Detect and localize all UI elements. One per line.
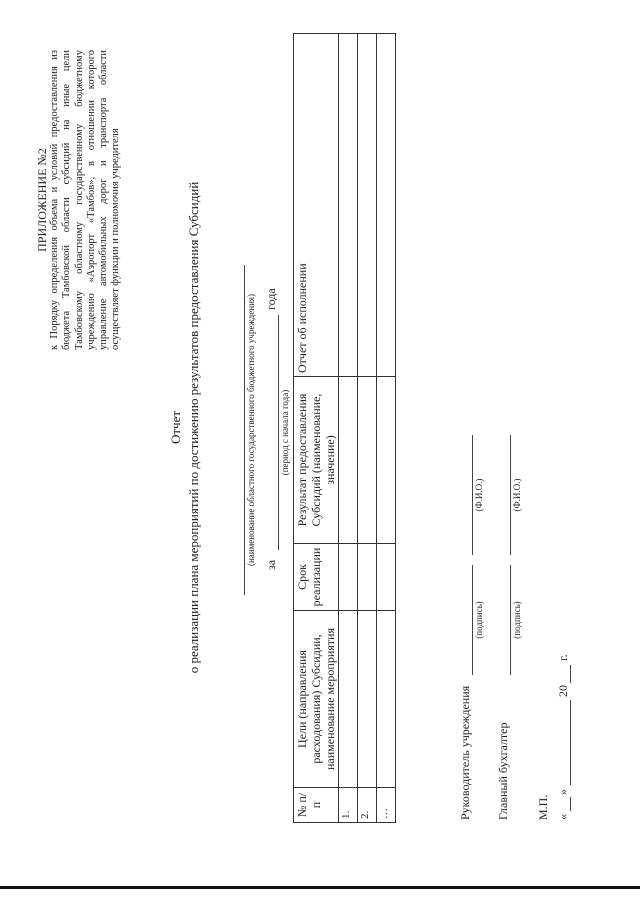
head-fio-hint: (Ф.И.О.) [474, 478, 484, 512]
head-sign-line [458, 565, 473, 675]
date-open: « [556, 814, 570, 820]
col-number: № п/п [294, 788, 339, 823]
period-hint: (период с начала года) [280, 389, 290, 476]
row-cell [339, 34, 358, 377]
row-cell [339, 611, 358, 788]
row-cell [377, 34, 396, 377]
head-fio-line [458, 435, 473, 555]
rotated-page [18, 30, 638, 825]
row-cell [377, 611, 396, 788]
row-cell [339, 377, 358, 544]
table-row [377, 34, 396, 823]
stamp-label: М.П. [536, 794, 550, 820]
col-report: Отчет об исполнении [294, 34, 339, 377]
year-prefix: 20 [556, 685, 570, 697]
table-row [339, 34, 358, 823]
row-number: 2. [358, 788, 377, 823]
period-suffix: года [264, 288, 278, 310]
row-cell [377, 377, 396, 544]
row-cell [377, 544, 396, 611]
appendix-block [36, 50, 122, 350]
row-cell [358, 377, 377, 544]
bottom-rule [0, 886, 640, 889]
date-close: » [556, 789, 570, 795]
report-subtitle: о реализации плана мероприятий по достижению результатов предоставления Субсидий [186, 181, 201, 674]
col-goals: Цели (направления расходования) Субсидии, наименование мероприятия [294, 611, 339, 788]
report-title: Отчет [168, 410, 183, 445]
institution-line [230, 265, 245, 595]
row-cell [358, 611, 377, 788]
row-number: … [377, 788, 396, 823]
year-suffix: г. [556, 654, 570, 661]
col-term: Срок реализации [294, 544, 339, 611]
period-line [264, 315, 279, 550]
accountant-sign-line [496, 565, 511, 675]
date-month-line [556, 700, 571, 785]
row-cell [358, 544, 377, 611]
accountant-fio-hint: (Ф.И.О.) [512, 478, 522, 512]
report-table [293, 33, 396, 823]
date-year-line [556, 665, 571, 683]
appendix-text: к Порядку определения объема и условий предоставления из бюджета Тамбовской области субсидий на иные цели Тамбовскому областному государственному бюджетному учреждению «Аэропорт «Тамбов», в отношении которого управление автомобильных дорог и транспорта области осуществляет функции и полномочия учредителя [49, 50, 122, 350]
appendix-title: ПРИЛОЖЕНИЕ №2 [35, 148, 49, 252]
row-cell [339, 544, 358, 611]
table-row [358, 34, 377, 823]
period-prefix: за [264, 559, 278, 570]
accountant-label: Главный бухгалтер [496, 722, 510, 820]
head-sign-hint: (подпись) [474, 601, 484, 639]
accountant-sign-hint: (подпись) [512, 601, 522, 639]
row-cell [358, 34, 377, 377]
row-number: 1. [339, 788, 358, 823]
institution-hint: (наименование областного государственного бюджетного учреждения) [246, 293, 256, 567]
accountant-fio-line [496, 435, 511, 555]
head-label: Руководитель учреждения [458, 685, 472, 820]
date-day-line [556, 797, 571, 811]
col-result: Результат предоставления Субсидий (наименование, значение) [294, 377, 339, 544]
table-header-row [294, 34, 339, 823]
